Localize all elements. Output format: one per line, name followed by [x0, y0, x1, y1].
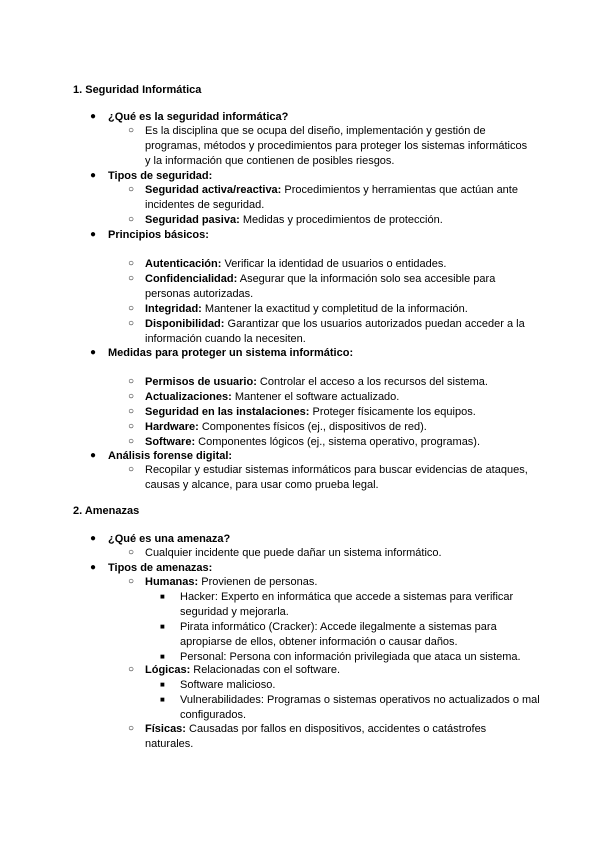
section-heading-amenazas: 2. Amenazas: [73, 505, 140, 517]
bullet-circle: ○: [128, 391, 135, 402]
bullet-square: ■: [160, 592, 165, 601]
bullet-disc: ●: [90, 533, 97, 544]
label-principios: Principios básicos:: [108, 229, 209, 241]
bullet-circle: ○: [128, 464, 135, 475]
list-item: Software: Componentes lógicos (ej., sistema operativo, programas).: [145, 436, 481, 448]
bullet-circle: ○: [128, 318, 135, 329]
bullet-square: ■: [160, 695, 165, 704]
label-forense: Análisis forense digital:: [108, 450, 233, 462]
bullet-circle: ○: [128, 723, 135, 734]
sub-list-item: Vulnerabilidades: Programas o sistemas operativos no actualizados o mal configurados.: [180, 694, 540, 721]
list-item: Autenticación: Verificar la identidad de usuarios o entidades.: [145, 258, 447, 270]
bullet-circle: ○: [128, 406, 135, 417]
bullet-circle: ○: [128, 547, 135, 558]
bullet-circle: ○: [128, 303, 135, 314]
list-item: Integridad: Mantener la exactitud y completitud de la información.: [145, 303, 468, 315]
bullet-disc: ●: [90, 170, 97, 181]
bullet-circle: ○: [128, 376, 135, 387]
sub-list-item: Software malicioso.: [180, 679, 276, 691]
bullet-disc: ●: [90, 111, 97, 122]
answer-seguridad: Es la disciplina que se ocupa del diseño, implementación y gestión de programas, métodos y procedimientos para proteger los sistemas informáticos y la información que contienen de posibles riesgos.: [145, 125, 528, 167]
question-amenaza: ¿Qué es una amenaza?: [108, 533, 231, 545]
bullet-circle: ○: [128, 214, 135, 225]
bullet-square: ■: [160, 652, 165, 661]
list-item: Confidencialidad: Asegurar que la información solo sea accesible para personas autorizadas.: [145, 273, 496, 300]
bullet-square: ■: [160, 622, 165, 631]
bullet-circle: ○: [128, 421, 135, 432]
bullet-circle: ○: [128, 576, 135, 587]
bullet-circle: ○: [128, 273, 135, 284]
list-item: Hardware: Componentes físicos (ej., dispositivos de red).: [145, 421, 427, 433]
list-item: Físicas: Causadas por fallos en dispositivos, accidentes o catástrofes naturales.: [145, 723, 487, 750]
label-tipos-seguridad: Tipos de seguridad:: [108, 170, 213, 182]
list-item: Seguridad en las instalaciones: Proteger físicamente los equipos.: [145, 406, 476, 418]
bullet-circle: ○: [128, 184, 135, 195]
label-medidas: Medidas para proteger un sistema informático:: [108, 347, 354, 359]
bullet-circle: ○: [128, 664, 135, 675]
list-item: Seguridad pasiva: Medidas y procedimientos de protección.: [145, 214, 443, 226]
list-item: Humanas: Provienen de personas.: [145, 576, 318, 588]
list-item: Actualizaciones: Mantener el software actualizado.: [145, 391, 400, 403]
bullet-disc: ●: [90, 450, 97, 461]
list-item: Seguridad activa/reactiva: Procedimientos y herramientas que actúan ante incidentes de seguridad.: [145, 184, 518, 211]
list-item: Lógicas: Relacionadas con el software.: [145, 664, 341, 676]
bullet-square: ■: [160, 680, 165, 689]
question-seguridad: ¿Qué es la seguridad informática?: [108, 111, 289, 123]
bullet-circle: ○: [128, 436, 135, 447]
sub-list-item: Pirata informático (Cracker): Accede ilegalmente a sistemas para apropiarse de ellos, obtener información o causar daños.: [180, 621, 497, 648]
section-heading-seguridad: 1. Seguridad Informática: [73, 84, 202, 96]
bullet-disc: ●: [90, 562, 97, 573]
list-item: Permisos de usuario: Controlar el acceso a los recursos del sistema.: [145, 376, 488, 388]
sub-list-item: Hacker: Experto en informática que accede a sistemas para verificar seguridad y mejorarla.: [180, 591, 514, 618]
answer-forense: Recopilar y estudiar sistemas informáticos para buscar evidencias de ataques, causas y alcance, para usar como prueba legal.: [145, 464, 528, 491]
bullet-circle: ○: [128, 258, 135, 269]
bullet-disc: ●: [90, 229, 97, 240]
sub-list-item: Personal: Persona con información privilegiada que ataca un sistema.: [180, 651, 521, 663]
bullet-circle: ○: [128, 125, 135, 136]
list-item: Disponibilidad: Garantizar que los usuarios autorizados puedan acceder a la información cuando la necesiten.: [145, 318, 525, 345]
label-tipos-amenazas: Tipos de amenazas:: [108, 562, 213, 574]
bullet-disc: ●: [90, 347, 97, 358]
answer-amenaza: Cualquier incidente que puede dañar un sistema informático.: [145, 547, 442, 559]
